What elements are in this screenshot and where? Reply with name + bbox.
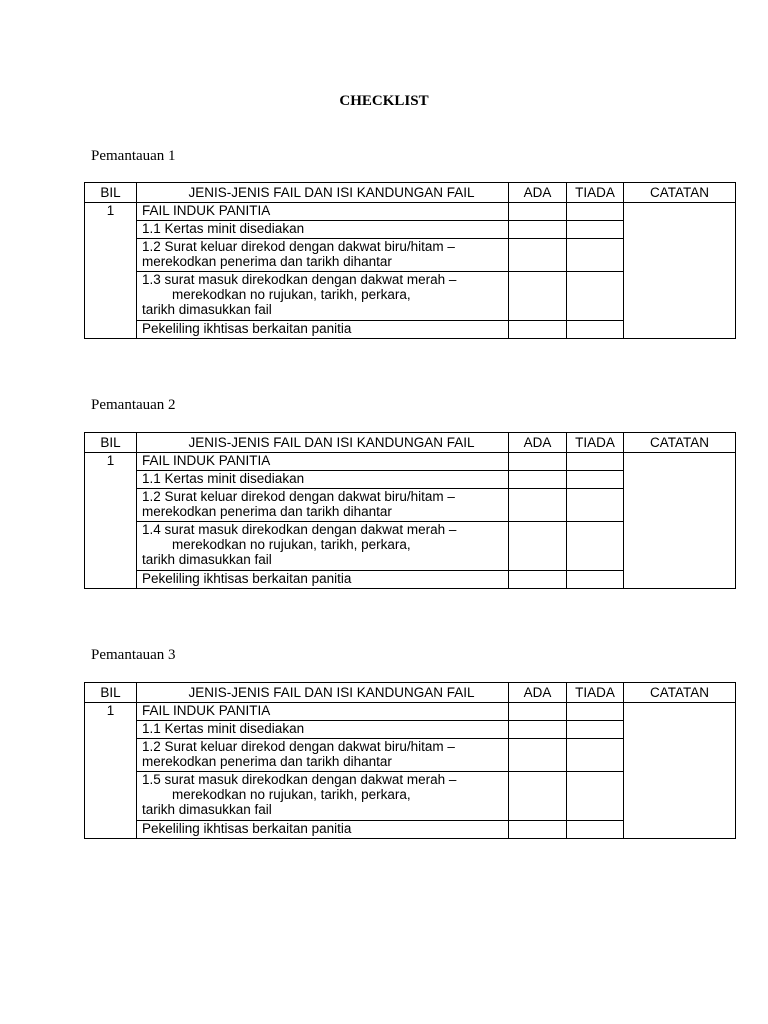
header-bil: BIL: [85, 683, 137, 703]
header-bil: BIL: [85, 183, 137, 203]
catatan-field[interactable]: [624, 703, 736, 839]
page-title: CHECKLIST: [339, 93, 429, 109]
row-item-2: [137, 239, 509, 272]
ada-checkbox[interactable]: [509, 571, 567, 589]
row-item-2-line-1: 1.2 Surat keluar direkod dengan dakwat biru/hitam –: [142, 489, 455, 504]
checklist-table-3: [84, 682, 736, 839]
row-item-3-line-2: merekodkan no rujukan, tarikh, perkara,: [172, 287, 411, 302]
header-tiada: TIADA: [567, 683, 624, 703]
header-catatan: CATATAN: [624, 183, 736, 203]
row-item-3-line-1: 1.5 surat masuk direkodkan dengan dakwat merah –: [142, 772, 457, 787]
header-ada: ADA: [509, 183, 567, 203]
row-item-4: Pekeliling ikhtisas berkaitan panitia: [137, 321, 509, 339]
tiada-checkbox[interactable]: [567, 471, 624, 489]
catatan-field[interactable]: [624, 203, 736, 339]
row-item-3-line-3: tarikh dimasukkan fail: [142, 302, 272, 317]
header-tiada: TIADA: [567, 433, 624, 453]
row-item-3: [137, 522, 509, 571]
row-item-2-line-1: 1.2 Surat keluar direkod dengan dakwat biru/hitam –: [142, 739, 455, 754]
header-ada: ADA: [509, 433, 567, 453]
row-item-3-line-3: tarikh dimasukkan fail: [142, 552, 272, 567]
ada-checkbox[interactable]: [509, 489, 567, 522]
section-caption-3: Pemantauan 3: [91, 647, 176, 663]
bil-cell: 1: [85, 203, 137, 339]
row-item-3-line-2: merekodkan no rujukan, tarikh, perkara,: [172, 537, 411, 552]
row-item-2: [137, 739, 509, 772]
row-item-2: [137, 489, 509, 522]
ada-checkbox[interactable]: [509, 203, 567, 221]
header-ada: ADA: [509, 683, 567, 703]
row-item-4: Pekeliling ikhtisas berkaitan panitia: [137, 571, 509, 589]
tiada-checkbox[interactable]: [567, 571, 624, 589]
checklist-table-1: [84, 182, 736, 339]
row-item-2-line-2: merekodkan penerima dan tarikh dihantar: [142, 504, 392, 519]
ada-checkbox[interactable]: [509, 703, 567, 721]
row-item-3-line-1: 1.3 surat masuk direkodkan dengan dakwat merah –: [142, 272, 457, 287]
row-heading: FAIL INDUK PANITIA: [137, 203, 509, 221]
header-catatan: CATATAN: [624, 683, 736, 703]
tiada-checkbox[interactable]: [567, 772, 624, 821]
ada-checkbox[interactable]: [509, 471, 567, 489]
row-item-1: 1.1 Kertas minit disediakan: [137, 221, 509, 239]
row-item-1: 1.1 Kertas minit disediakan: [137, 471, 509, 489]
tiada-checkbox[interactable]: [567, 321, 624, 339]
ada-checkbox[interactable]: [509, 821, 567, 839]
ada-checkbox[interactable]: [509, 239, 567, 272]
header-catatan: CATATAN: [624, 433, 736, 453]
ada-checkbox[interactable]: [509, 453, 567, 471]
row-item-2-line-1: 1.2 Surat keluar direkod dengan dakwat biru/hitam –: [142, 239, 455, 254]
tiada-checkbox[interactable]: [567, 239, 624, 272]
bil-cell: 1: [85, 703, 137, 839]
checklist-table-2: [84, 432, 736, 589]
section-caption-1: Pemantauan 1: [91, 148, 176, 164]
tiada-checkbox[interactable]: [567, 453, 624, 471]
ada-checkbox[interactable]: [509, 321, 567, 339]
row-heading: FAIL INDUK PANITIA: [137, 703, 509, 721]
tiada-checkbox[interactable]: [567, 272, 624, 321]
row-item-4: Pekeliling ikhtisas berkaitan panitia: [137, 821, 509, 839]
header-jenis: JENIS-JENIS FAIL DAN ISI KANDUNGAN FAIL: [137, 183, 509, 203]
ada-checkbox[interactable]: [509, 721, 567, 739]
catatan-field[interactable]: [624, 453, 736, 589]
tiada-checkbox[interactable]: [567, 721, 624, 739]
header-jenis: JENIS-JENIS FAIL DAN ISI KANDUNGAN FAIL: [137, 683, 509, 703]
row-item-3: [137, 272, 509, 321]
ada-checkbox[interactable]: [509, 221, 567, 239]
ada-checkbox[interactable]: [509, 522, 567, 571]
tiada-checkbox[interactable]: [567, 703, 624, 721]
row-item-3-line-3: tarikh dimasukkan fail: [142, 802, 272, 817]
row-heading: FAIL INDUK PANITIA: [137, 453, 509, 471]
row-item-3-line-2: merekodkan no rujukan, tarikh, perkara,: [172, 787, 411, 802]
tiada-checkbox[interactable]: [567, 739, 624, 772]
section-caption-2: Pemantauan 2: [91, 397, 176, 413]
row-item-3-line-1: 1.4 surat masuk direkodkan dengan dakwat merah –: [142, 522, 457, 537]
row-item-1: 1.1 Kertas minit disediakan: [137, 721, 509, 739]
tiada-checkbox[interactable]: [567, 522, 624, 571]
header-jenis: JENIS-JENIS FAIL DAN ISI KANDUNGAN FAIL: [137, 433, 509, 453]
header-bil: BIL: [85, 433, 137, 453]
row-item-3: [137, 772, 509, 821]
row-item-2-line-2: merekodkan penerima dan tarikh dihantar: [142, 754, 392, 769]
ada-checkbox[interactable]: [509, 739, 567, 772]
bil-cell: 1: [85, 453, 137, 589]
ada-checkbox[interactable]: [509, 772, 567, 821]
ada-checkbox[interactable]: [509, 272, 567, 321]
header-tiada: TIADA: [567, 183, 624, 203]
tiada-checkbox[interactable]: [567, 821, 624, 839]
tiada-checkbox[interactable]: [567, 221, 624, 239]
tiada-checkbox[interactable]: [567, 203, 624, 221]
row-item-2-line-2: merekodkan penerima dan tarikh dihantar: [142, 254, 392, 269]
tiada-checkbox[interactable]: [567, 489, 624, 522]
